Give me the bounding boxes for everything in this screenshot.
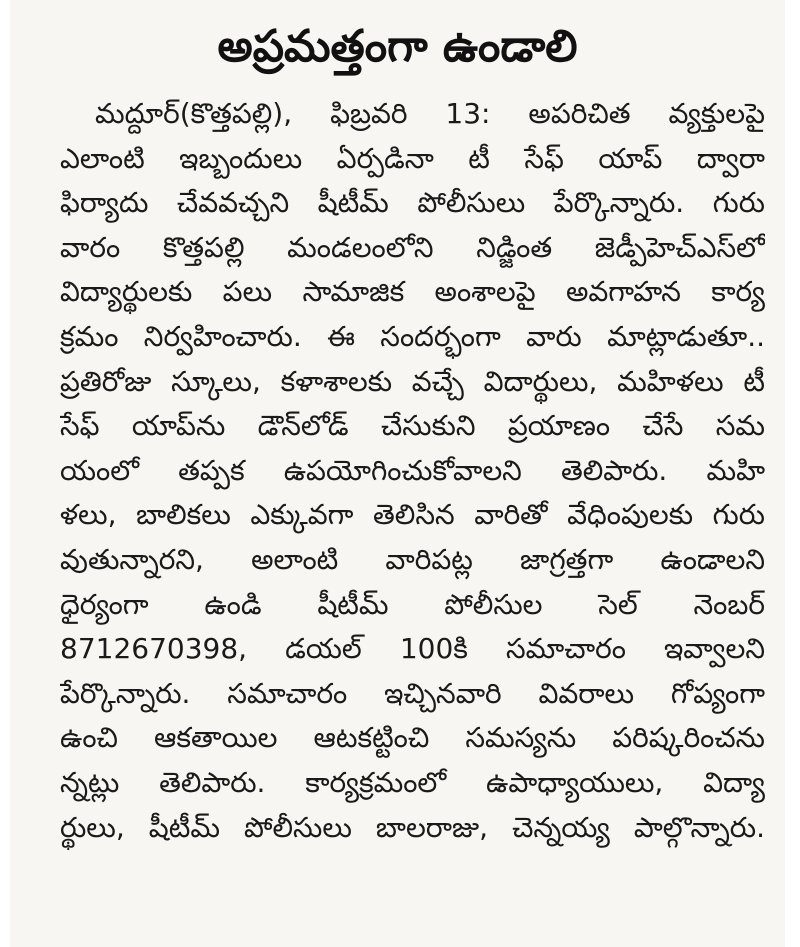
article-line: ఫిర్యాదు చేవవచ్చని షీటీమ్ పోలీసులు పేర్కొన్నారు. గురు	[60, 186, 765, 220]
article-line: క్రమం నిర్వహించారు. ఈ సందర్భంగా వారు మాట్లాడుతూ..	[60, 319, 765, 353]
newspaper-clipping	[10, 0, 785, 947]
article-line: ర్థులు, షీటీమ్ పోలీసులు బాలరాజు, చెన్నయ్య పాల్గొన్నారు.	[60, 810, 765, 844]
article-line: ఎలాంటి ఇబ్బందులు ఏర్పడినా టీ సేఫ్ యాప్ ద్వారా	[60, 141, 765, 175]
article-line: వుతున్నారని, అలాంటి వారిపట్ల జాగ్రత్తగా ఉండాలని	[60, 542, 765, 576]
article-line: 8712670398, డయల్ 100కి సమాచారం ఇవ్వాలని	[60, 632, 765, 666]
article-line: ఉంచి ఆకతాయిల ఆటకట్టించి సమస్యను పరిష్కరించను	[60, 721, 765, 755]
article-headline: అప్రమత్తంగా ఉండాలి	[217, 21, 578, 72]
article-line: యంలో తప్పక ఉపయోగించుకోవాలని తెలిపారు. మహి	[60, 453, 765, 487]
article-line: విద్యార్థులకు పలు సామాజిక అంశాలపై అవగాహన కార్య	[60, 275, 765, 309]
article-line: సేఫ్ యాప్‌ను డౌన్‌లోడ్ చేసుకుని ప్రయాణం చేసే సమ	[60, 409, 765, 443]
article-line: ళలు, బాలికలు ఎక్కువగా తెలిసిన వారితో వేధింపులకు గురు	[60, 498, 765, 532]
article-line: వారం కొత్తపల్లి మండలంలోని నిడ్జింత జెడ్పీహెచ్ఎస్‌లో	[60, 230, 765, 264]
article-line: పేర్కొన్నారు. సమాచారం ఇచ్చినవారి వివరాలు గోప్యంగా	[60, 676, 765, 710]
article-line: న్నట్లు తెలిపారు. కార్యక్రమంలో ఉపాధ్యాయులు, విద్యా	[60, 765, 765, 799]
article-line: ధైర్యంగా ఉండి షీటీమ్ పోలీసుల సెల్ నెంబర్	[60, 587, 765, 621]
page-margin-right	[785, 0, 800, 947]
article-line: ప్రతిరోజు స్కూలు, కళాశాలకు వచ్చే విదార్థులు, మహిళలు టీ	[60, 364, 765, 398]
article-line: మద్దూర్(కొత్తపల్లి), ఫిబ్రవరి 13: అపరిచిత వ్యక్తులపై	[95, 97, 765, 130]
article-body	[60, 92, 765, 850]
page-margin-left	[0, 0, 10, 947]
